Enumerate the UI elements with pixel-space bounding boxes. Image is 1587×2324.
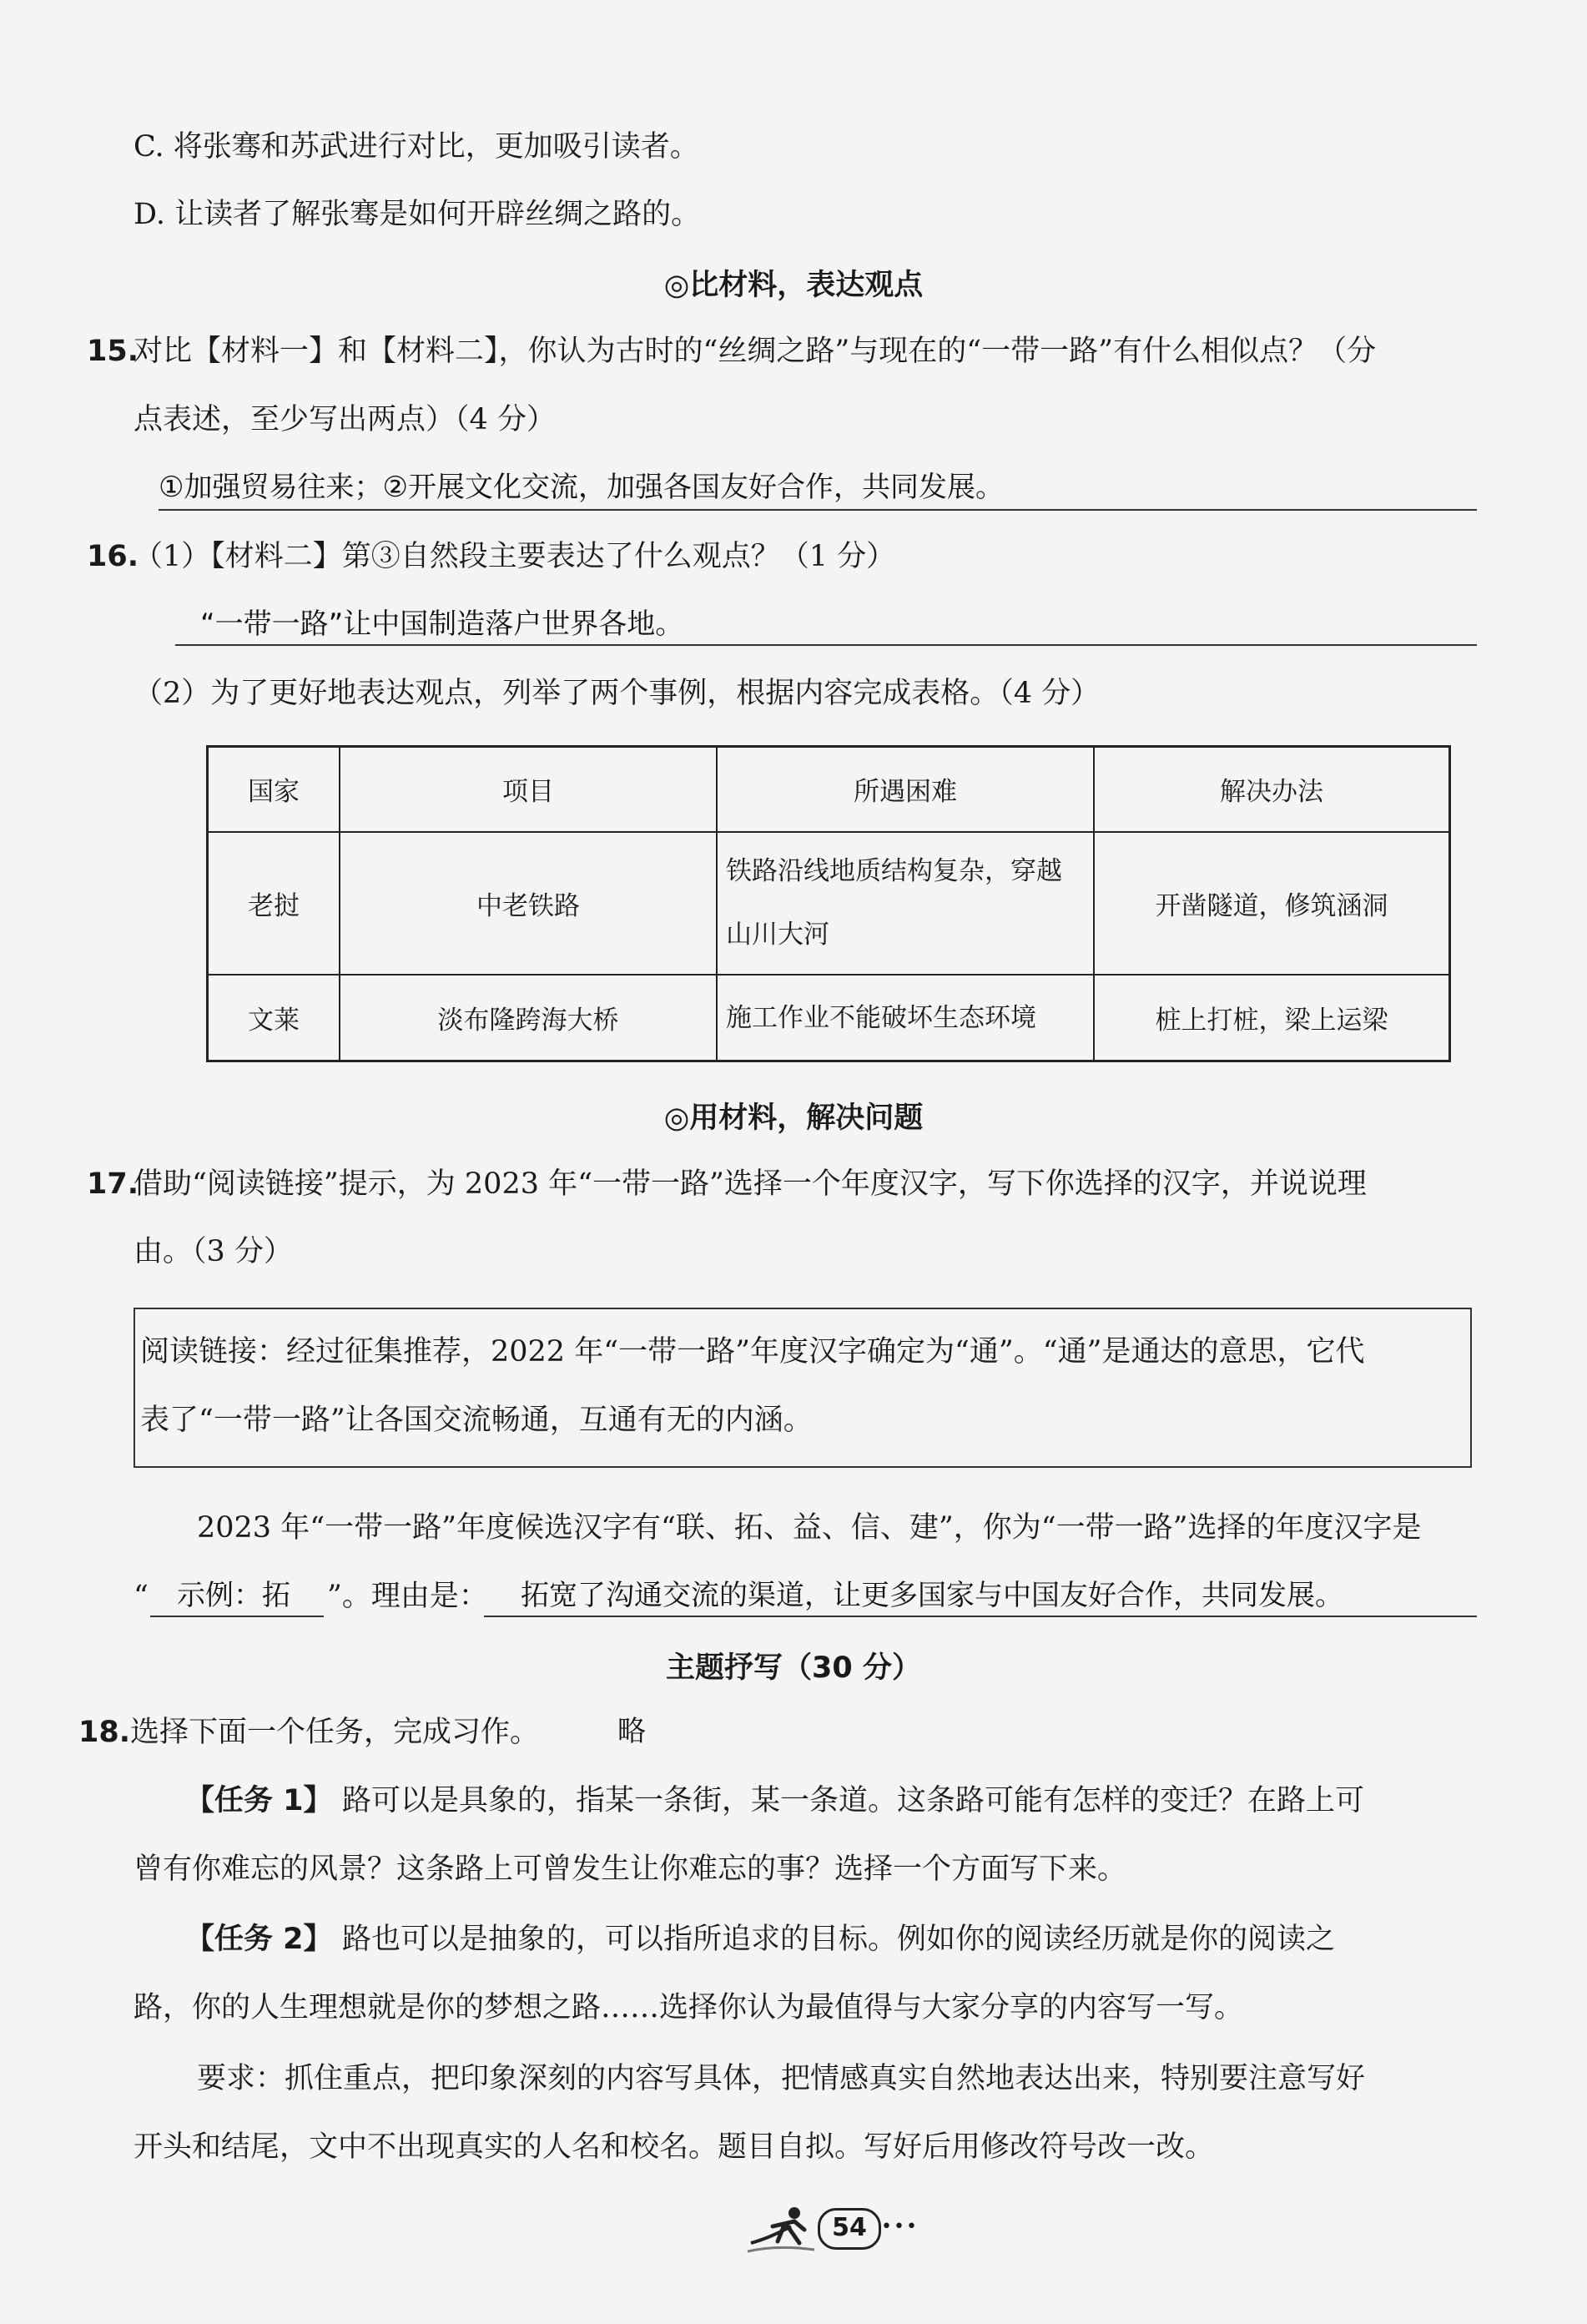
th-solution: 解决办法 [1094,747,1450,832]
q16-answer-line [175,644,1477,646]
q17-prompt-line2: 由。（3 分） [134,1235,293,1268]
q17-quote-open: “ [134,1580,149,1613]
section-heading-compare: ◎比材料，表达观点 [663,269,924,302]
cell-solution: 桩上打桩，梁上运梁 [1094,975,1450,1061]
q14-option-c: C. 将张骞和苏武进行对比，更加吸引读者。 [134,130,699,164]
q17-char-answer: 示例：拓 [177,1579,290,1612]
task2-label: 【任务 2】 [185,1923,333,1956]
page-footer [744,2201,919,2268]
q15-prompt-line1: 对比【材料一】和【材料二】，你认为古时的“丝绸之路”与现在的“一带一路”有什么相似点？（分 [134,335,1377,368]
q17-reason-line [484,1616,1477,1617]
q17-number: 17. [87,1167,139,1201]
section-heading-solve: ◎用材料，解决问题 [663,1102,924,1135]
table-row [208,832,1450,975]
cell-country: 老挝 [208,832,340,975]
q16-part1-prompt: （1）【材料二】第③自然段主要表达了什么观点？（1 分） [134,540,896,573]
reading-link-line2: 表了“一带一路”让各国交流畅通，互通有无的内涵。 [140,1404,813,1437]
q15-number: 15. [87,335,139,368]
q16-table [206,745,1451,1062]
section-heading-writing: 主题抒写（30 分） [666,1651,921,1685]
requirements-line1: 要求：抓住重点，把印象深刻的内容写具体，把情感真实自然地表达出来，特别要注意写好 [197,2062,1366,2095]
cell-project: 中老铁路 [340,832,717,975]
q17-candidates: 2023 年“一带一路”年度候选汉字有“联、拓、益、信、建”，你为“一带一路”选择的年度汉字是 [197,1511,1422,1545]
q16-part1-answer: “一带一路”让中国制造落户世界各地。 [200,607,684,641]
q15-answer-line [159,509,1477,511]
q18-number: 18. [78,1716,131,1749]
reading-link-line1: 阅读链接：经过征集推荐，2022 年“一带一路”年度汉字确定为“通”。“通”是通达的意思，它代 [140,1335,1365,1369]
q17-reason-label: ”。理由是： [327,1580,488,1613]
q17-reason-answer: 拓宽了沟通交流的渠道，让更多国家与中国友好合作，共同发展。 [521,1579,1343,1612]
table-header-row [208,747,1450,832]
task1-line1: 路可以是具象的，指某一条街，某一条道。这条路可能有怎样的变迁？在路上可 [342,1784,1365,1817]
requirements-line2: 开头和结尾，文中不出现真实的人名和校名。题目自拟。写好后用修改符号改一改。 [134,2130,1215,2164]
q14-option-d: D. 让读者了解张骞是如何开辟丝绸之路的。 [134,198,701,231]
page-number: 54 [818,2208,881,2250]
q18-answer: 略 [617,1715,646,1748]
q18-prompt: 选择下面一个任务，完成习作。 [130,1716,540,1749]
footer-dots: ••• [881,2216,919,2237]
cell-difficulty-line1: 铁路沿线地质结构复杂，穿越 [726,856,1062,887]
q15-prompt-line2: 点表述，至少写出两点）（4 分） [134,403,556,436]
cell-difficulty [717,832,1094,975]
cell-difficulty-line2: 山川大河 [726,920,829,950]
task2-line1: 路也可以是抽象的，可以指所追求的目标。例如你的阅读经历就是你的阅读之 [342,1923,1336,1956]
th-project: 项目 [340,747,717,832]
task2-line2: 路，你的人生理想就是你的梦想之路……选择你认为最值得与大家分享的内容写一写。 [134,1991,1244,2024]
task1-label: 【任务 1】 [185,1784,333,1817]
q16-number: 16. [87,540,139,573]
q15-answer: ①加强贸易往来；②开展文化交流，加强各国友好合作，共同发展。 [159,471,1004,504]
q16-part2-prompt: （2）为了更好地表达观点，列举了两个事例，根据内容完成表格。（4 分） [134,677,1101,710]
th-difficulty: 所遇困难 [717,747,1094,832]
runner-logo-icon [744,2201,819,2260]
cell-solution: 开凿隧道，修筑涵洞 [1094,832,1450,975]
cell-project: 淡布隆跨海大桥 [340,975,717,1061]
th-country: 国家 [208,747,340,832]
q17-prompt-line1: 借助“阅读链接”提示，为 2023 年“一带一路”选择一个年度汉字，写下你选择的汉字，并说说理 [134,1167,1367,1201]
task1-line2: 曾有你难忘的风景？这条路上可曾发生让你难忘的事？选择一个方面写下来。 [134,1853,1127,1886]
table-row [208,975,1450,1061]
cell-difficulty: 施工作业不能破坏生态环境 [717,975,1094,1061]
q17-char-line [150,1616,324,1617]
cell-country: 文莱 [208,975,340,1061]
